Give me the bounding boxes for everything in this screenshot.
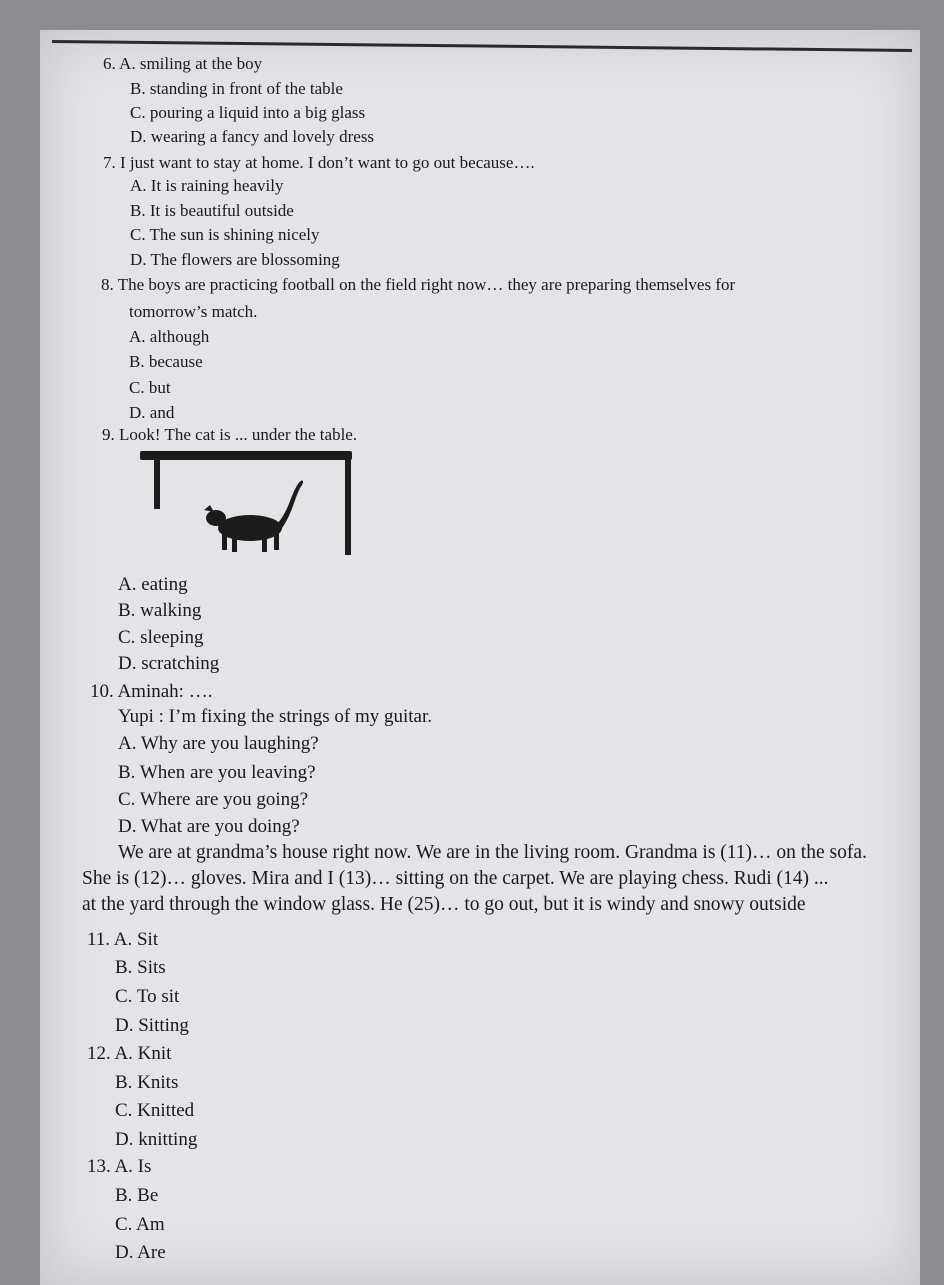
cat-icon: [204, 481, 303, 552]
q7-option-a: A. It is raining heavily: [130, 176, 284, 195]
q8-option-a: A. although: [129, 327, 210, 346]
q11-option-a: 11. A. Sit: [87, 929, 159, 950]
passage-line-2: She is (12)… gloves. Mira and I (13)… sitting on the carpet. We are playing chess. Rudi (14) ...: [82, 868, 829, 889]
q13-option-d: D. Are: [115, 1242, 166, 1263]
q7-stem: 7. I just want to stay at home. I don’t want to go out because….: [103, 153, 535, 172]
q12-option-a: 12. A. Knit: [87, 1043, 172, 1064]
table-leg-right: [345, 459, 351, 555]
q8-option-d: D. and: [129, 403, 175, 422]
passage-line-3: at the yard through the window glass. He (25)… to go out, but it is windy and snowy outside: [82, 894, 806, 915]
q13-option-b: B. Be: [115, 1185, 159, 1206]
q6-option-d: D. wearing a fancy and lovely dress: [130, 127, 375, 146]
passage-line-1: We are at grandma’s house right now. We are in the living room. Grandma is (11)… on the sofa.: [118, 842, 867, 863]
cat-under-table-illustration: [140, 448, 358, 566]
q10-option-c: C. Where are you going?: [118, 789, 309, 810]
q6-option-a: 6. A. smiling at the boy: [103, 54, 263, 73]
q13-option-a: 13. A. Is: [87, 1156, 152, 1177]
q9-option-c: C. sleeping: [118, 627, 204, 648]
q9-option-d: D. scratching: [118, 653, 220, 674]
q12-option-d: D. knitting: [115, 1129, 198, 1150]
q9-option-a: A. eating: [118, 574, 188, 595]
table-top: [140, 451, 352, 460]
q11-option-c: C. To sit: [115, 986, 180, 1007]
q12-option-c: C. Knitted: [115, 1100, 195, 1121]
q11-option-d: D. Sitting: [115, 1015, 189, 1036]
q10-option-b: B. When are you leaving?: [118, 762, 316, 783]
q12-option-b: B. Knits: [115, 1072, 179, 1093]
q8-stem-line2: tomorrow’s match.: [129, 302, 258, 321]
q9-option-b: B. walking: [118, 600, 202, 621]
q6-option-b: B. standing in front of the table: [130, 79, 343, 98]
q7-option-d: D. The flowers are blossoming: [130, 250, 340, 269]
q9-stem: 9. Look! The cat is ... under the table.: [102, 425, 358, 444]
q8-option-b: B. because: [129, 352, 203, 371]
q8-option-c: C. but: [129, 378, 171, 397]
q6-option-c: C. pouring a liquid into a big glass: [130, 103, 366, 122]
q7-option-c: C. The sun is shining nicely: [130, 225, 320, 244]
table-leg-left: [154, 459, 160, 509]
q8-stem-line1: 8. The boys are practicing football on the field right now… they are preparing themselves for: [101, 275, 736, 294]
q10-option-a: A. Why are you laughing?: [118, 733, 319, 754]
q13-option-c: C. Am: [115, 1214, 165, 1235]
q7-option-b: B. It is beautiful outside: [130, 201, 294, 220]
q10-stem: 10. Aminah: ….: [90, 681, 213, 702]
q11-option-b: B. Sits: [115, 957, 166, 978]
q10-option-d: D. What are you doing?: [118, 816, 300, 837]
q10-reply: Yupi : I’m fixing the strings of my guitar.: [118, 706, 433, 727]
